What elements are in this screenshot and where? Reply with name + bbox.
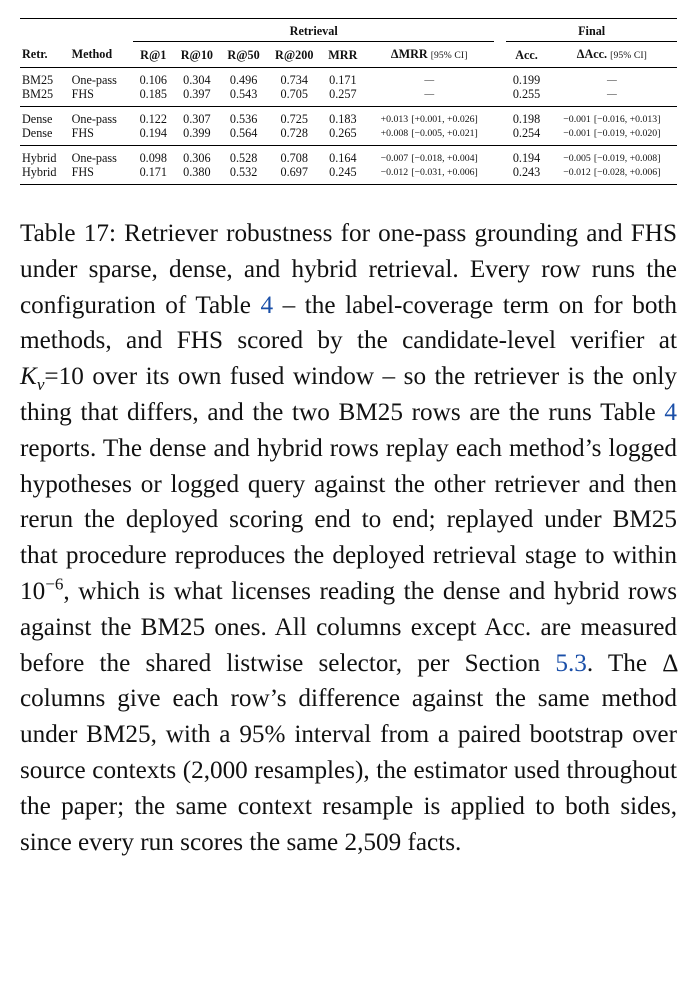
cell-dacc-value: −0.005 — [563, 153, 591, 164]
cell-r1: 0.185 — [139, 86, 167, 101]
cell-dmrr-ci: [−0.031, +0.006] — [411, 167, 478, 178]
cell-r10: 0.304 — [183, 72, 211, 87]
cell-r50: 0.532 — [229, 164, 258, 179]
group-header-row — [20, 19, 677, 42]
cell-r200: 0.734 — [280, 72, 308, 87]
kv-symbol: $K_v$ — [20, 363, 45, 395]
cell-acc: 0.243 — [512, 164, 541, 179]
table-reference-link[interactable]: 4 — [664, 398, 677, 426]
cell-mrr: 0.257 — [329, 86, 357, 101]
table-row — [20, 126, 677, 146]
col-header-r1: R@1 — [140, 47, 167, 62]
cell-dmrr — [364, 146, 494, 166]
cell-dacc — [547, 126, 677, 146]
cell-retr: Hybrid — [22, 164, 57, 179]
cell-method: FHS — [71, 86, 94, 101]
cell-dmrr-ci: [−0.005, +0.021] — [411, 128, 478, 139]
cell-mrr: 0.245 — [329, 164, 357, 179]
cell-dmrr-value: — — [424, 89, 435, 100]
cell-r10: 0.399 — [183, 125, 211, 140]
cell-r50: 0.496 — [229, 72, 258, 87]
col-header-dmrr: ΔMRR [95% CI] — [390, 47, 468, 61]
col-header-mrr: MRR — [328, 47, 358, 62]
cell-dmrr-value: +0.008 — [380, 128, 409, 139]
cell-retr: BM25 — [22, 86, 54, 101]
cell-dacc-ci: [−0.028, +0.006] — [593, 167, 661, 178]
cell-dacc-value: — — [606, 89, 617, 100]
cell-r10: 0.397 — [183, 86, 211, 101]
cell-dmrr-ci: [−0.018, +0.004] — [411, 153, 478, 164]
cell-acc: 0.194 — [512, 150, 541, 165]
col-header-dacc-note: [95% CI] — [610, 50, 647, 61]
cell-r1: 0.122 — [139, 111, 167, 126]
cell-dmrr — [364, 165, 494, 185]
cell-dacc — [547, 146, 677, 166]
cell-r200: 0.708 — [280, 150, 308, 165]
col-header-r50: R@50 — [227, 47, 260, 62]
final-group-header: Final — [506, 19, 677, 42]
cell-retr: Dense — [22, 125, 53, 140]
cell-acc: 0.255 — [512, 86, 541, 101]
col-header-dacc: ΔAcc. [95% CI] — [576, 47, 647, 61]
cell-mrr: 0.164 — [329, 150, 357, 165]
cell-dacc — [547, 68, 677, 88]
col-header-method: Method — [71, 47, 113, 62]
col-header-retr: Retr. — [22, 47, 48, 62]
cell-dmrr — [364, 107, 494, 127]
cell-dacc-value: −0.001 — [563, 128, 591, 139]
cell-dacc — [547, 165, 677, 185]
cell-dmrr — [364, 126, 494, 146]
cell-dmrr-value: — — [424, 75, 435, 86]
table-row — [20, 165, 677, 185]
cell-r50: 0.528 — [229, 150, 258, 165]
results-table — [20, 18, 677, 185]
retrieval-group-header: Retrieval — [133, 19, 494, 42]
col-header-r10: R@10 — [180, 47, 214, 62]
cell-method: FHS — [71, 125, 94, 140]
table-row — [20, 68, 677, 88]
cell-dacc-value: — — [606, 75, 617, 86]
cell-dacc — [547, 107, 677, 127]
cell-mrr: 0.171 — [329, 72, 357, 87]
col-header-r200: R@200 — [275, 47, 314, 62]
delta-symbol: Δ — [662, 649, 678, 677]
cell-dacc-ci: [−0.019, +0.008] — [593, 153, 661, 164]
table-row — [20, 146, 677, 166]
table-row — [20, 87, 677, 107]
cell-method: One-pass — [71, 111, 117, 126]
cell-r10: 0.380 — [183, 164, 211, 179]
results-table-container — [20, 18, 677, 185]
col-header-dmrr-note: [95% CI] — [430, 50, 468, 61]
cell-dacc — [547, 87, 677, 107]
cell-r200: 0.725 — [280, 111, 308, 126]
cell-mrr: 0.183 — [329, 111, 357, 126]
cell-retr: Dense — [22, 111, 53, 126]
caption-paragraph: Table 17: Retriever robustness for one-pass grounding and FHS under sparse, dense, and hybrid retrieval. Every row runs the configuration of Table 4 – the label-coverage term on for both methods, and FHS scored by the candidate-level verifier at $K_v=10$ over its own fused window – so the retriever is the only thing that differs, and the two BM25 rows are the runs Table 4 reports. The dense and hybrid rows replay each method’s logged hypotheses or logged query against the other retriever and then rerun the deployed scoring end to end; replayed under BM25 that procedure reproduces the deployed retrieval stage to within $10^{-6}$, which is what licenses reading the dense and hybrid rows against the BM25 ones. All columns except Acc. are measured before the shared listwise selector, per Section 5.3. The Δ columns give each row’s difference against the same method under BM25, with a 95% interval from a paired bootstrap over source contexts (2,000 resamples), the estimator used throughout the paper; the same context resample is applied to both sides, since every run scores the same 2,509 facts. — [20, 220, 678, 856]
cell-dmrr — [364, 87, 494, 107]
caption-label: Table 17: — [20, 220, 116, 247]
cell-r1: 0.106 — [139, 72, 167, 87]
cell-r50: 0.564 — [229, 125, 258, 140]
cell-dmrr-ci: [+0.001, +0.026] — [411, 114, 478, 125]
cell-method: One-pass — [71, 72, 117, 87]
column-header-row — [20, 42, 677, 68]
cell-r1: 0.171 — [139, 164, 167, 179]
cell-r50: 0.543 — [229, 86, 258, 101]
cell-acc: 0.199 — [512, 72, 541, 87]
cell-retr: Hybrid — [22, 150, 57, 165]
cell-dacc-ci: [−0.019, +0.020] — [593, 128, 661, 139]
cell-dmrr — [364, 68, 494, 88]
cell-dmrr-value: +0.013 — [380, 114, 409, 125]
table-caption — [20, 216, 677, 860]
cell-retr: BM25 — [22, 72, 54, 87]
cell-dacc-value: −0.001 — [563, 114, 591, 125]
cell-dmrr-value: −0.007 — [380, 153, 409, 164]
cell-r200: 0.697 — [280, 164, 308, 179]
cell-method: FHS — [71, 164, 94, 179]
cell-r1: 0.194 — [139, 125, 167, 140]
cell-r10: 0.306 — [183, 150, 211, 165]
cell-dmrr-value: −0.012 — [380, 167, 409, 178]
cell-dacc-value: −0.012 — [563, 167, 591, 178]
cell-r200: 0.728 — [280, 125, 308, 140]
cell-method: One-pass — [71, 150, 117, 165]
section-reference-link[interactable]: 5.3 — [555, 649, 587, 677]
cell-r1: 0.098 — [139, 150, 167, 165]
cell-r50: 0.536 — [229, 111, 258, 126]
table-reference-link[interactable]: 4 — [260, 291, 274, 319]
cell-mrr: 0.265 — [329, 125, 357, 140]
cell-dacc-ci: [−0.016, +0.013] — [593, 114, 661, 125]
cell-r10: 0.307 — [183, 111, 211, 126]
table-row — [20, 107, 677, 127]
cell-acc: 0.254 — [512, 125, 541, 140]
power-expression: $10^{-6}$ — [20, 574, 64, 605]
cell-r200: 0.705 — [280, 86, 308, 101]
cell-acc: 0.198 — [512, 111, 541, 126]
col-header-acc: Acc. — [515, 47, 538, 62]
